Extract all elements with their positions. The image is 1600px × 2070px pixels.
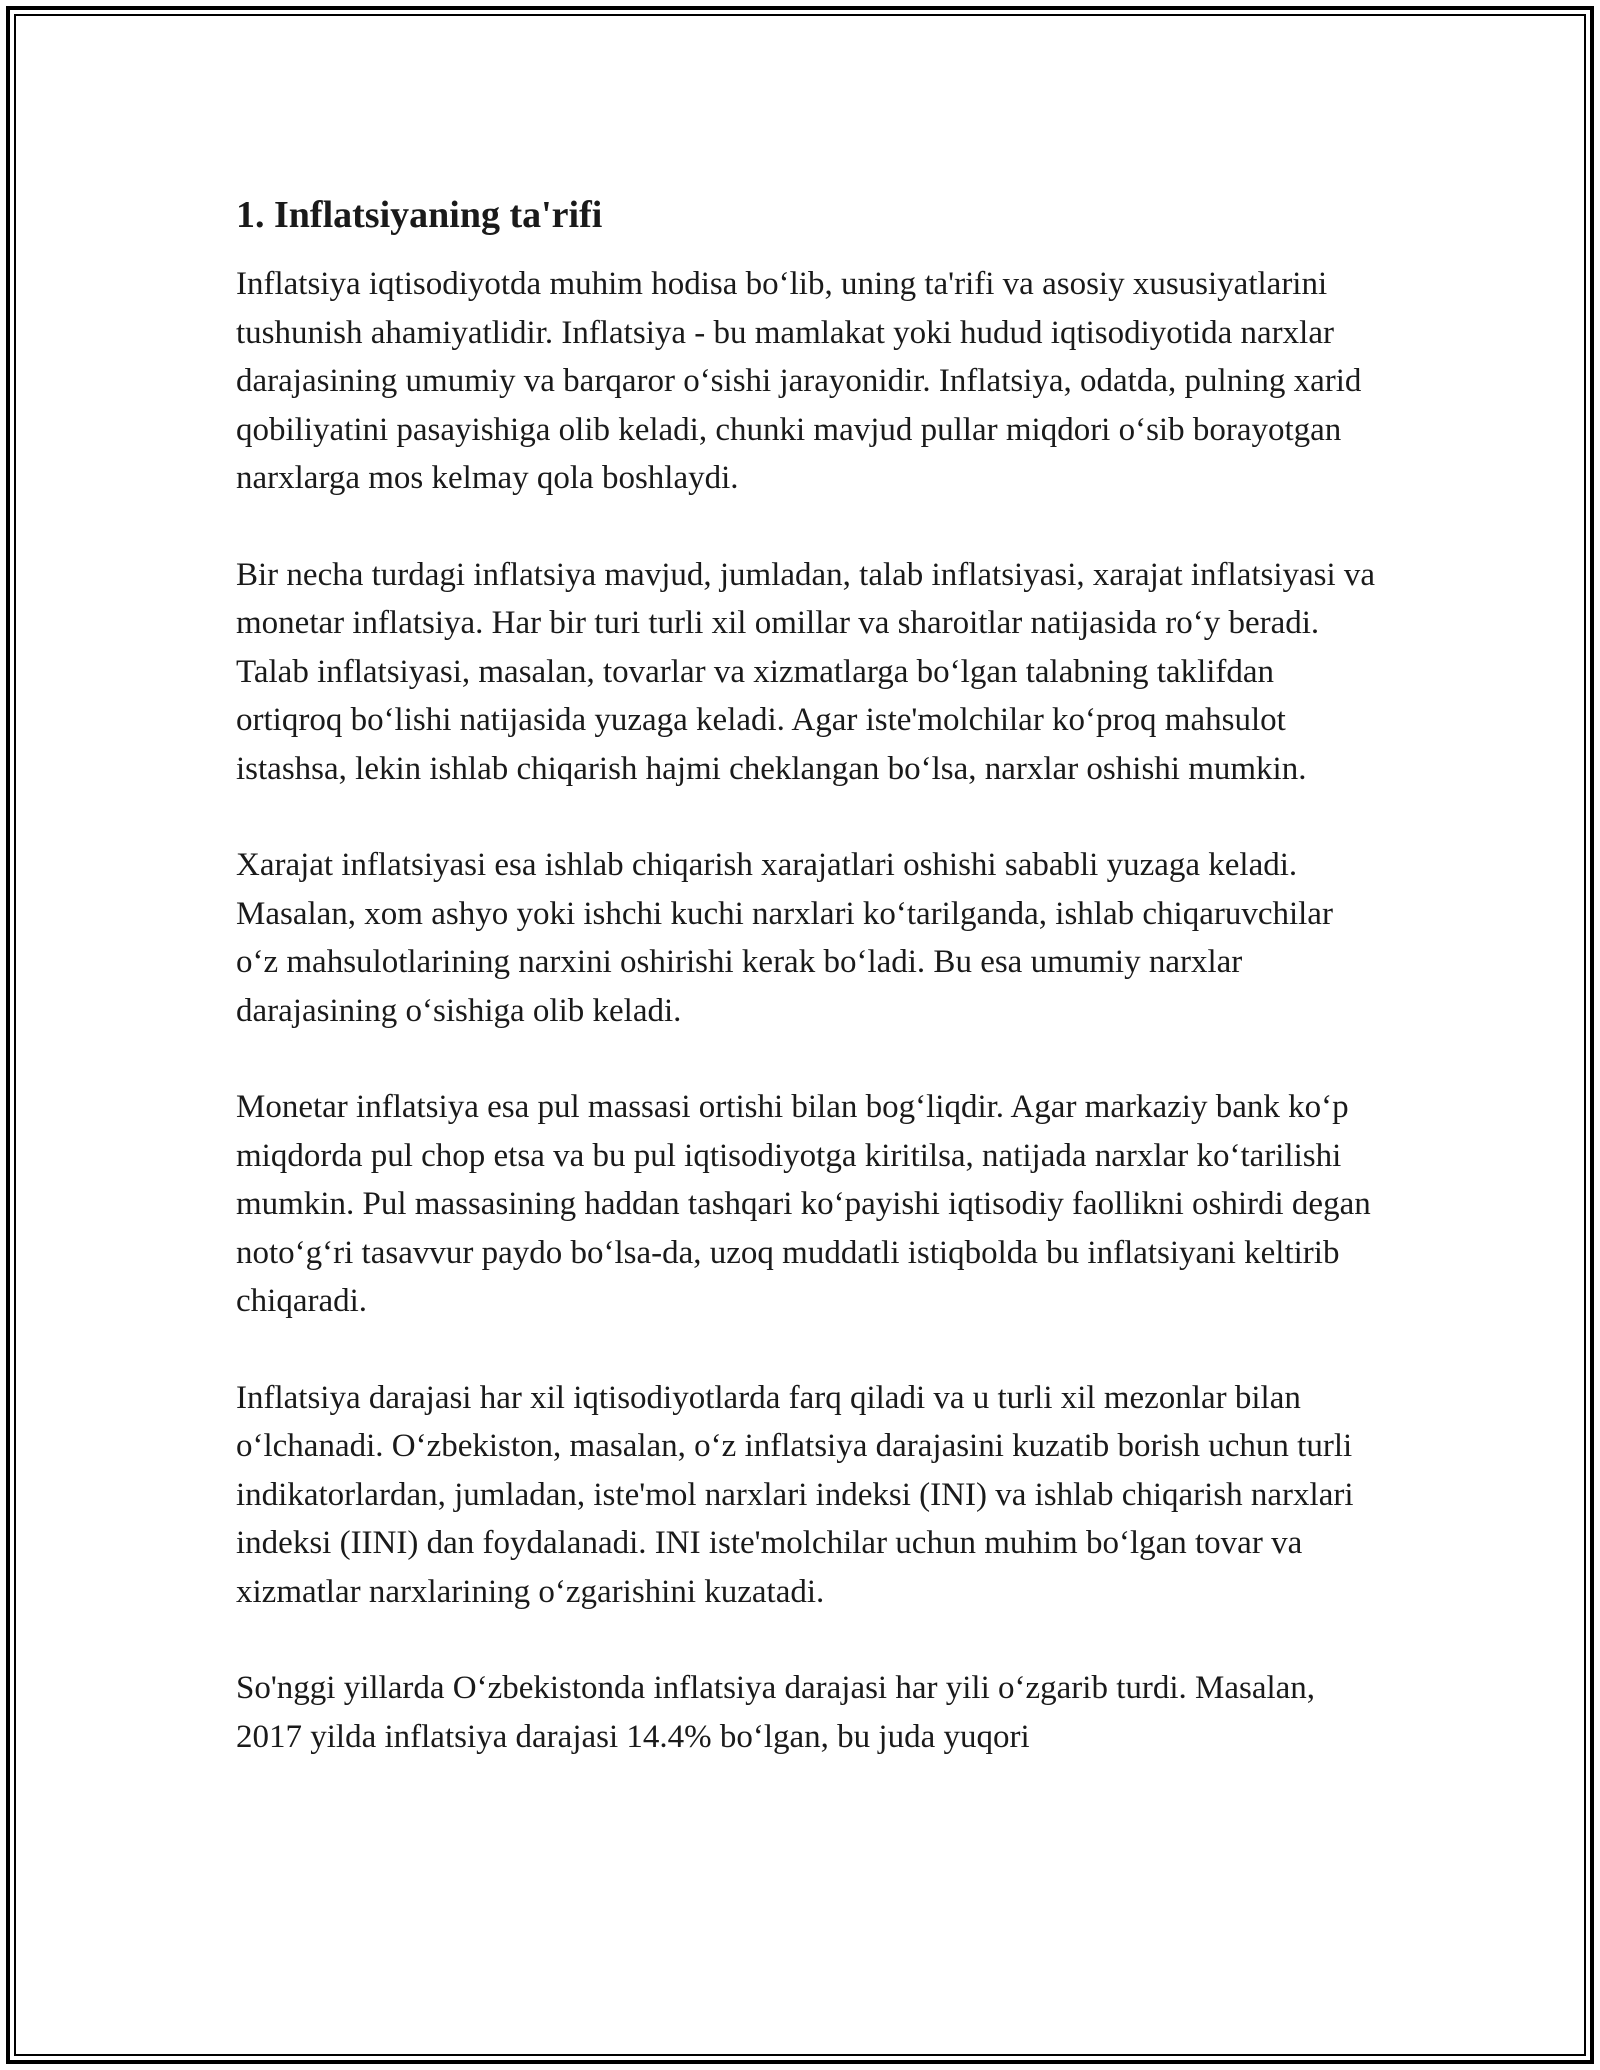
- paragraph-cost-inflation: Xarajat inflatsiyasi esa ishlab chiqarish xarajatlari oshishi sababli yuzaga keladi. Masalan, xom ashyo yoki ishchi kuchi narxlari ko‘tarilganda, ishlab chiqaruvchilar o‘z mahsulotlarining narxini oshirishi kerak bo‘ladi. Bu esa umumiy narxlar darajasining o‘sishiga olib keladi.: [236, 847, 1333, 1029]
- paragraph-uzbekistan-rates: So'nggi yillarda O‘zbekistonda inflatsiya darajasi har yili o‘zgarib turdi. Masalan, 2017 yilda inflatsiya darajasi 14.4% bo‘lgan, bu juda yuqori: [236, 1670, 1316, 1755]
- section-heading: 1. Inflatsiyaning ta'rifi: [236, 194, 603, 236]
- paragraph-monetary-inflation: Monetar inflatsiya esa pul massasi ortishi bilan bog‘liqdir. Agar markaziy bank ko‘p miqdorda pul chop etsa va bu pul iqtisodiyotga kiritilsa, natijada narxlar ko‘tarilishi mumkin. Pul massasining haddan tashqari ko‘payishi iqtisodiy faollikni oshirdi degan noto‘g‘ri tasavvur paydo bo‘lsa-da, uzoq muddatli istiqbolda bu inflatsiyani keltirib chiqaradi.: [236, 1089, 1371, 1319]
- document-body: [236, 190, 1376, 1809]
- paragraph-measurement: Inflatsiya darajasi har xil iqtisodiyotlarda farq qiladi va u turli xil mezonlar bilan o‘lchanadi. O‘zbekiston, masalan, o‘z inflatsiya darajasini kuzatib borish uchun turli indikatorlardan, jumladan, iste'mol narxlari indeksi (INI) va ishlab chiqarish narxlari indeksi (IINI) dan foydalanadi. INI iste'molchilar uchun muhim bo‘lgan tovar va xizmatlar narxlarining o‘zgarishini kuzatadi.: [236, 1379, 1354, 1610]
- paragraph-definition: Inflatsiya iqtisodiyotda muhim hodisa bo‘lib, uning ta'rifi va asosiy xususiyatlarini tushunish ahamiyatlidir. Inflatsiya - bu mamlakat yoki hudud iqtisodiyotida narxlar darajasining umumiy va barqaror o‘sishi jarayonidir. Inflatsiya, odatda, pulning xarid qobiliyatini pasayishiga olib keladi, chunki mavjud pullar miqdori o‘sib borayotgan narxlarga mos kelmay qola boshlaydi.: [236, 266, 1362, 496]
- paragraph-types: Bir necha turdagi inflatsiya mavjud, jumladan, talab inflatsiyasi, xarajat inflatsiyasi va monetar inflatsiya. Har bir turi turli xil omillar va sharoitlar natijasida ro‘y beradi. Talab inflatsiyasi, masalan, tovarlar va xizmatlarga bo‘lgan talabning taklifdan ortiqroq bo‘lishi natijasida yuzaga keladi. Agar iste'molchilar ko‘proq mahsulot istashsa, lekin ishlab chiqarish hajmi cheklangan bo‘lsa, narxlar oshishi mumkin.: [236, 556, 1376, 787]
